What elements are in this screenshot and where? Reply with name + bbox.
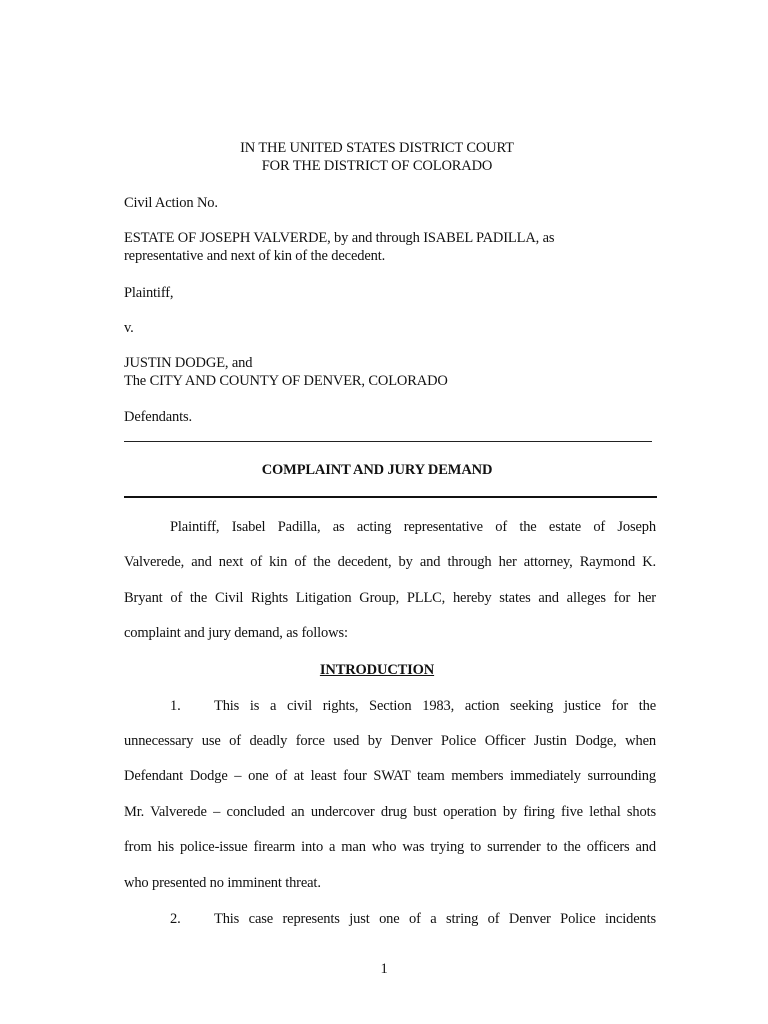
civil-action-label: Civil Action No.: [124, 195, 218, 211]
court-name-line2: FOR THE DISTRICT OF COLORADO: [261, 158, 493, 174]
caption-divider: [124, 441, 652, 442]
versus-label: v.: [124, 320, 134, 336]
plaintiff-label: Plaintiff,: [124, 285, 174, 301]
paragraph-line: This case represents just one of a string of Denver Police incidents: [214, 911, 656, 927]
opening-line: Bryant of the Civil Rights Litigation Group, PLLC, hereby states and alleges for her: [124, 590, 656, 606]
defendant-caption-line1: JUSTIN DODGE, and: [124, 355, 253, 371]
paragraph-line: Defendant Dodge – one of at least four SWAT team members immediately surrounding: [124, 768, 656, 784]
paragraph-number: 1.: [170, 698, 181, 714]
opening-line: Plaintiff, Isabel Padilla, as acting representative of the estate of Joseph: [170, 519, 656, 535]
plaintiff-caption-line2: representative and next of kin of the decedent.: [124, 248, 386, 264]
paragraph-line: from his police-issue firearm into a man who was trying to surrender to the officers and: [124, 839, 656, 855]
opening-line: complaint and jury demand, as follows:: [124, 625, 348, 641]
plaintiff-caption-line1: ESTATE OF JOSEPH VALVERDE, by and through ISABEL PADILLA, as: [124, 230, 555, 246]
court-name-line1: IN THE UNITED STATES DISTRICT COURT: [240, 140, 514, 156]
paragraph-number: 2.: [170, 911, 181, 927]
paragraph-line: This is a civil rights, Section 1983, action seeking justice for the: [214, 698, 656, 714]
paragraph-line: who presented no imminent threat.: [124, 875, 321, 891]
paragraph-line: unnecessary use of deadly force used by Denver Police Officer Justin Dodge, when: [124, 733, 656, 749]
paragraph-line: Mr. Valverede – concluded an undercover drug bust operation by firing five lethal shots: [124, 804, 656, 820]
opening-line: Valverede, and next of kin of the decedent, by and through her attorney, Raymond K.: [124, 554, 656, 570]
document-title: COMPLAINT AND JURY DEMAND: [261, 462, 493, 478]
page-number: 1: [380, 961, 388, 977]
defendants-label: Defendants.: [124, 409, 193, 425]
defendant-caption-line2: The CITY AND COUNTY OF DENVER, COLORADO: [124, 373, 448, 389]
title-divider: [124, 496, 657, 498]
section-heading-introduction: INTRODUCTION: [319, 662, 435, 678]
